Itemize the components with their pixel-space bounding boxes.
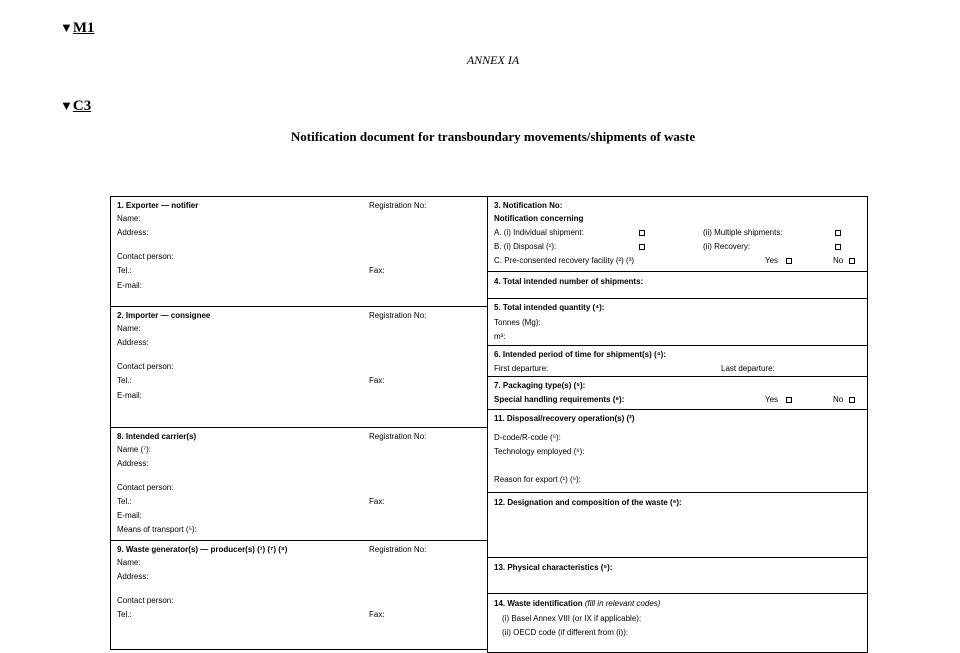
special-yes-label: Yes <box>765 395 779 404</box>
carrier-registration: Registration No: <box>369 432 427 441</box>
individual-shipment-label: A. (i) Individual shipment: <box>494 228 584 237</box>
designation-title: 12. Designation and composition of the waste (⁶): <box>494 498 682 507</box>
operation-title: 11. Disposal/recovery operation(s) (²) <box>494 414 635 423</box>
operation-reason: Reason for export (¹) (⁶): <box>494 475 581 484</box>
marker-code: C3 <box>72 98 92 114</box>
amendment-marker-m1 <box>60 20 95 37</box>
exporter-email: E-mail: <box>117 281 142 290</box>
annex-title: ANNEX IA <box>466 53 520 67</box>
carrier-title: 8. Intended carrier(s) <box>117 432 197 441</box>
disposal-checkbox[interactable] <box>639 244 645 250</box>
operation-code: D-code/R-code (⁵): <box>494 433 561 442</box>
special-handling-label: Special handling requirements (⁶): <box>494 395 625 404</box>
generator-name: Name: <box>117 558 141 567</box>
identification-heading <box>494 599 660 609</box>
special-no-checkbox[interactable] <box>849 397 855 403</box>
recovery-checkbox[interactable] <box>835 244 841 250</box>
document-title: Notification document for transboundary movements/shipments of waste <box>290 129 696 144</box>
notification-title: 3. Notification No: <box>494 201 563 210</box>
quantity-m3: m³: <box>494 332 506 341</box>
exporter-registration: Registration No: <box>369 201 427 210</box>
quantity-tonnes: Tonnes (Mg): <box>494 318 541 327</box>
recovery-label: (ii) Recovery: <box>703 242 751 251</box>
importer-box <box>110 306 488 428</box>
carrier-box <box>110 427 488 541</box>
packaging-box <box>487 376 868 410</box>
triangle-icon: ▼ <box>60 98 73 113</box>
preconsented-no-label: No <box>833 256 844 265</box>
operation-box <box>487 409 868 493</box>
period-box <box>487 345 868 377</box>
packaging-title: 7. Packaging type(s) (⁵): <box>494 381 586 390</box>
exporter-box <box>110 196 488 307</box>
identification-basel: (i) Basel Annex VIII (or IX if applicable): <box>502 614 642 623</box>
identification-oecd: (ii) OECD code (if different from (i)): <box>502 628 629 637</box>
physical-box <box>487 557 868 594</box>
identification-title: 14. Waste identification <box>494 599 583 608</box>
multiple-shipments-label: (ii) Multiple shipments: <box>703 228 783 237</box>
identification-note: (fill in relevant codes) <box>584 599 661 608</box>
notification-concerning: Notification concerning <box>494 214 584 223</box>
generator-tel: Tel.: <box>117 610 132 619</box>
carrier-transport: Means of transport (⁵): <box>117 525 197 534</box>
physical-title: 13. Physical characteristics (⁵): <box>494 563 613 572</box>
multiple-shipments-checkbox[interactable] <box>835 230 841 236</box>
generator-title: 9. Waste generator(s) — producer(s) (¹) (⁷) (⁸) <box>117 545 288 554</box>
quantity-title: 5. Total intended quantity (⁴): <box>494 303 605 312</box>
exporter-name: Name: <box>117 214 141 223</box>
importer-address: Address: <box>117 338 149 347</box>
carrier-address: Address: <box>117 459 149 468</box>
carrier-fax: Fax: <box>369 497 385 506</box>
identification-box <box>487 593 868 653</box>
preconsented-label: C. Pre-consented recovery facility (²) (³) <box>494 256 635 265</box>
notification-box <box>487 196 868 272</box>
shipments-title: 4. Total intended number of shipments: <box>494 277 644 286</box>
preconsented-no-checkbox[interactable] <box>849 258 855 264</box>
generator-contact: Contact person: <box>117 596 174 605</box>
importer-tel: Tel.: <box>117 376 132 385</box>
amendment-marker-c3 <box>60 98 91 115</box>
exporter-address: Address: <box>117 228 149 237</box>
exporter-tel: Tel.: <box>117 266 132 275</box>
importer-registration: Registration No: <box>369 311 427 320</box>
importer-email: E-mail: <box>117 391 142 400</box>
preconsented-yes-checkbox[interactable] <box>786 258 792 264</box>
generator-fax: Fax: <box>369 610 385 619</box>
shipments-box <box>487 271 868 299</box>
designation-box <box>487 492 868 558</box>
importer-name: Name: <box>117 324 141 333</box>
generator-address: Address: <box>117 572 149 581</box>
disposal-label: B. (i) Disposal (¹): <box>494 242 557 251</box>
generator-registration: Registration No: <box>369 545 427 554</box>
exporter-fax: Fax: <box>369 266 385 275</box>
period-last: Last departure: <box>721 364 775 373</box>
exporter-title: 1. Exporter — notifier <box>117 201 199 210</box>
individual-shipment-checkbox[interactable] <box>639 230 645 236</box>
carrier-contact: Contact person: <box>117 483 174 492</box>
quantity-box <box>487 298 868 346</box>
carrier-tel: Tel.: <box>117 497 132 506</box>
importer-contact: Contact person: <box>117 362 174 371</box>
importer-title: 2. Importer — consignee <box>117 311 211 320</box>
generator-box <box>110 540 488 650</box>
carrier-name: Name (⁷): <box>117 445 152 454</box>
special-yes-checkbox[interactable] <box>786 397 792 403</box>
exporter-contact: Contact person: <box>117 252 174 261</box>
triangle-icon: ▼ <box>60 20 73 35</box>
operation-technology: Technology employed (⁶): <box>494 447 585 456</box>
preconsented-yes-label: Yes <box>765 256 779 265</box>
carrier-email: E-mail: <box>117 511 142 520</box>
importer-fax: Fax: <box>369 376 385 385</box>
marker-code: M1 <box>72 20 95 36</box>
period-title: 6. Intended period of time for shipment(s) (⁴): <box>494 350 666 359</box>
period-first: First departure: <box>494 364 549 373</box>
special-no-label: No <box>833 395 844 404</box>
